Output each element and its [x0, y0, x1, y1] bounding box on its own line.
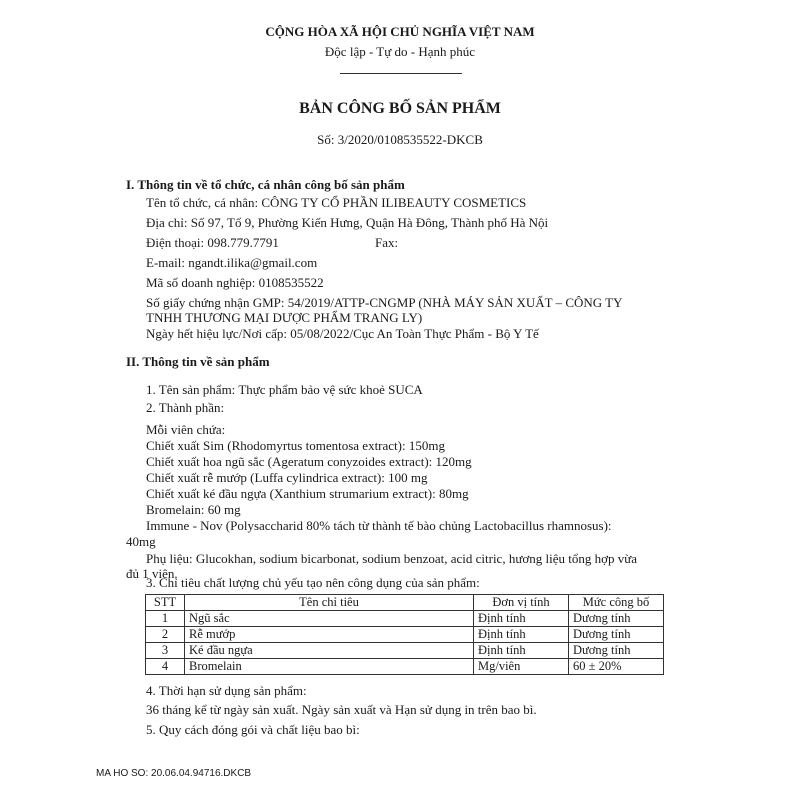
table-row: 3 Ké đầu ngựa Định tính Dương tính — [146, 643, 664, 659]
ingredient-cont: 40mg — [126, 534, 156, 549]
col-name: Tên chỉ tiêu — [185, 595, 474, 611]
address: Địa chỉ: Số 97, Tổ 9, Phường Kiến Hưng, Quận Hà Đông, Thành phố Hà Nội — [146, 215, 549, 230]
shelf-life-heading: 4. Thời hạn sử dụng sản phẩm: — [146, 683, 307, 698]
col-stt: STT — [146, 595, 185, 611]
ingredient: Bromelain: 60 mg — [146, 502, 241, 517]
divider — [340, 73, 462, 74]
table-row: 1 Ngũ sắc Định tính Dương tính — [146, 611, 664, 627]
shelf-life: 36 tháng kể từ ngày sản xuất. Ngày sản xuất và Hạn sử dụng in trên bao bì. — [146, 702, 537, 717]
table-row: 4 Bromelain Mg/viên 60 ± 20% — [146, 659, 664, 675]
fax: Fax: — [375, 235, 399, 250]
ingredients-heading: 2. Thành phần: — [146, 400, 225, 415]
section2-heading: II. Thông tin về sản phẩm — [126, 354, 270, 369]
document-title: BẢN CÔNG BỐ SẢN PHẨM — [299, 100, 501, 117]
ingredient: Immune - Nov (Polysaccharid 80% tách từ thành tế bào chủng Lactobacillus rhamnosus): — [146, 518, 612, 533]
section1-heading: I. Thông tin về tổ chức, cá nhân công bố sản phẩm — [126, 177, 405, 192]
product-name: 1. Tên sản phẩm: Thực phẩm bảo vệ sức khoẻ SUCA — [146, 382, 423, 397]
ingredient: Chiết xuất Sim (Rhodomyrtus tomentosa extract): 150mg — [146, 438, 445, 453]
phone: Điện thoại: 098.779.7791 — [146, 235, 279, 250]
quality-table — [145, 594, 664, 675]
gmp-line2: TNHH THƯƠNG MẠI DƯỢC PHẨM TRANG LY) — [146, 310, 423, 325]
table-row: 2 Rễ mướp Định tính Dương tính — [146, 627, 664, 643]
col-unit: Đơn vị tính — [474, 595, 569, 611]
document-number: Số: 3/2020/0108535522-DKCB — [317, 132, 483, 147]
ingredient: Chiết xuất hoa ngũ sắc (Ageratum conyzoides extract): 120mg — [146, 454, 472, 469]
table-header — [146, 595, 664, 611]
motto: Độc lập - Tự do - Hạnh phúc — [324, 44, 476, 59]
excipients-cont: đủ 1 viên. — [126, 566, 178, 581]
nation-header: CỘNG HÒA XÃ HỘI CHỦ NGHĨA VIỆT NAM — [265, 24, 535, 39]
gmp-line1: Số giấy chứng nhận GMP: 54/2019/ATTP-CNGMP (NHÀ MÁY SẢN XUẤT – CÔNG TY — [146, 295, 623, 310]
quality-heading: 3. Chỉ tiêu chất lượng chủ yếu tạo nên công dụng của sản phẩm: — [146, 575, 480, 590]
col-level: Mức công bố — [569, 595, 664, 611]
expiry: Ngày hết hiệu lực/Nơi cấp: 05/08/2022/Cục An Toàn Thực Phẩm - Bộ Y Tế — [146, 326, 539, 341]
ingredient: Chiết xuất ké đầu ngựa (Xanthium strumarium extract): 80mg — [146, 486, 469, 501]
packaging-heading: 5. Quy cách đóng gói và chất liệu bao bì: — [146, 722, 360, 737]
email: E-mail: ngandt.ilika@gmail.com — [146, 255, 318, 270]
ingredient: Chiết xuất rễ mướp (Luffa cylindrica extract): 100 mg — [146, 470, 428, 485]
ingredient: Mỗi viên chứa: — [146, 422, 226, 437]
dossier-number: MA HO SO: 20.06.04.94716.DKCB — [96, 768, 252, 779]
org-name: Tên tổ chức, cá nhân: CÔNG TY CỔ PHẦN ILIBEAUTY COSMETICS — [146, 195, 527, 210]
excipients: Phụ liệu: Glucokhan, sodium bicarbonat, sodium benzoat, acid citric, hương liệu tổng hợp vừa — [146, 551, 638, 566]
tax-code: Mã số doanh nghiệp: 0108535522 — [146, 275, 324, 290]
